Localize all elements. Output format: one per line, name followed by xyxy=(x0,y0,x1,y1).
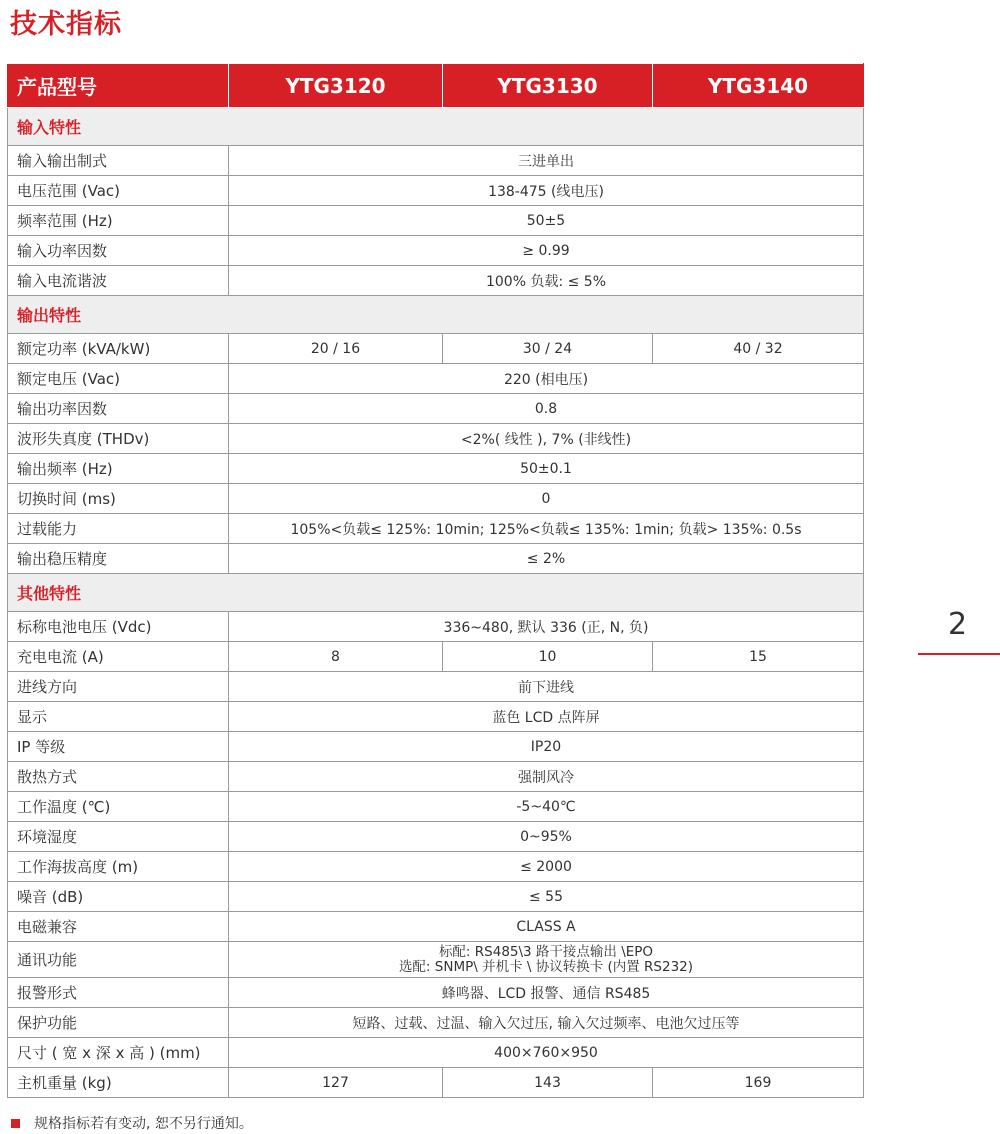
spec-row xyxy=(8,544,864,574)
spec-label: 工作温度 (℃) xyxy=(8,792,229,822)
spec-value: 400×760×950 xyxy=(229,1038,864,1068)
spec-label: 进线方向 xyxy=(8,672,229,702)
spec-row xyxy=(8,176,864,206)
header-label: 产品型号 xyxy=(8,64,229,108)
spec-value: 三进单出 xyxy=(229,146,864,176)
spec-row xyxy=(8,1068,864,1098)
square-bullet-icon xyxy=(11,1119,20,1128)
spec-value: 0.8 xyxy=(229,394,864,424)
spec-row xyxy=(8,484,864,514)
spec-value: 蜂鸣器、LCD 报警、通信 RS485 xyxy=(229,978,864,1008)
spec-label: 标称电池电压 (Vdc) xyxy=(8,612,229,642)
spec-label: 输入输出制式 xyxy=(8,146,229,176)
spec-value: 50±5 xyxy=(229,206,864,236)
spec-label: 电磁兼容 xyxy=(8,912,229,942)
page-title: 技术指标 xyxy=(10,9,122,40)
spec-row xyxy=(8,424,864,454)
spec-label: 电压范围 (Vac) xyxy=(8,176,229,206)
spec-value: ≤ 2000 xyxy=(229,852,864,882)
spec-row xyxy=(8,942,864,978)
spec-value: 138-475 (线电压) xyxy=(229,176,864,206)
footnote-text: 规格指标若有变动, 恕不另行通知。 xyxy=(34,1116,253,1132)
spec-value-ytg3140: 15 xyxy=(653,642,864,672)
header-row xyxy=(8,64,864,108)
spec-value-ytg3130: 10 xyxy=(443,642,653,672)
spec-label: 波形失真度 (THDv) xyxy=(8,424,229,454)
spec-label: 额定功率 (kVA/kW) xyxy=(8,334,229,364)
spec-value: 220 (相电压) xyxy=(229,364,864,394)
spec-row xyxy=(8,642,864,672)
model-ytg3130: YTG3130 xyxy=(443,64,653,108)
spec-label: 环境湿度 xyxy=(8,822,229,852)
spec-row xyxy=(8,732,864,762)
spec-value: ≥ 0.99 xyxy=(229,236,864,266)
spec-label: IP 等级 xyxy=(8,732,229,762)
spec-label: 输出稳压精度 xyxy=(8,544,229,574)
spec-value: 0 xyxy=(229,484,864,514)
spec-value: <2%( 线性 ), 7% (非线性) xyxy=(229,424,864,454)
section-title: 其他特性 xyxy=(8,574,864,612)
spec-row xyxy=(8,1008,864,1038)
spec-row xyxy=(8,912,864,942)
spec-value-ytg3120: 8 xyxy=(229,642,443,672)
spec-label: 频率范围 (Hz) xyxy=(8,206,229,236)
spec-value: 336~480, 默认 336 (正, N, 负) xyxy=(229,612,864,642)
spec-value: CLASS A xyxy=(229,912,864,942)
spec-row xyxy=(8,882,864,912)
model-ytg3140: YTG3140 xyxy=(653,64,864,108)
section-header xyxy=(8,296,864,334)
spec-value-line: 标配: RS485\3 路干接点输出 \EPO xyxy=(438,943,654,960)
model-ytg3120: YTG3120 xyxy=(229,64,443,108)
spec-value: IP20 xyxy=(229,732,864,762)
spec-row xyxy=(8,978,864,1008)
spec-label: 通讯功能 xyxy=(8,942,229,978)
spec-value: 强制风冷 xyxy=(229,762,864,792)
spec-table xyxy=(7,63,864,1098)
spec-label: 输出频率 (Hz) xyxy=(8,454,229,484)
spec-row xyxy=(8,672,864,702)
spec-label: 输入电流谐波 xyxy=(8,266,229,296)
spec-value-ytg3120: 20 / 16 xyxy=(229,334,443,364)
spec-label: 保护功能 xyxy=(8,1008,229,1038)
spec-row xyxy=(8,612,864,642)
spec-row xyxy=(8,206,864,236)
spec-value: 短路、过载、过温、输入欠过压, 输入欠过频率、电池欠过压等 xyxy=(229,1008,864,1038)
section-title: 输入特性 xyxy=(8,108,864,146)
spec-label: 输出功率因数 xyxy=(8,394,229,424)
spec-row xyxy=(8,822,864,852)
spec-row xyxy=(8,266,864,296)
spec-row xyxy=(8,334,864,364)
spec-label: 切换时间 (ms) xyxy=(8,484,229,514)
spec-row xyxy=(8,792,864,822)
spec-value-ytg3140: 169 xyxy=(653,1068,864,1098)
spec-row xyxy=(8,702,864,732)
spec-label: 额定电压 (Vac) xyxy=(8,364,229,394)
spec-label: 过载能力 xyxy=(8,514,229,544)
spec-label: 充电电流 (A) xyxy=(8,642,229,672)
page-number: 2 xyxy=(948,607,968,642)
spec-value: ≤ 2% xyxy=(229,544,864,574)
spec-row xyxy=(8,852,864,882)
spec-row xyxy=(8,364,864,394)
section-header xyxy=(8,574,864,612)
spec-label: 输入功率因数 xyxy=(8,236,229,266)
spec-label: 显示 xyxy=(8,702,229,732)
spec-row xyxy=(8,146,864,176)
spec-value: 蓝色 LCD 点阵屏 xyxy=(229,702,864,732)
section-header xyxy=(8,108,864,146)
spec-value-ytg3140: 40 / 32 xyxy=(653,334,864,364)
spec-label: 工作海拔高度 (m) xyxy=(8,852,229,882)
spec-row xyxy=(8,394,864,424)
spec-value-ytg3130: 143 xyxy=(443,1068,653,1098)
spec-label: 散热方式 xyxy=(8,762,229,792)
spec-value: -5~40℃ xyxy=(229,792,864,822)
footnote xyxy=(11,1113,253,1133)
spec-value: 前下进线 xyxy=(229,672,864,702)
spec-label: 报警形式 xyxy=(8,978,229,1008)
spec-label: 主机重量 (kg) xyxy=(8,1068,229,1098)
spec-value: 105%<负载≤ 125%: 10min; 125%<负载≤ 135%: 1min; 负载> 135%: 0.5s xyxy=(229,514,864,544)
spec-row xyxy=(8,514,864,544)
spec-row xyxy=(8,762,864,792)
spec-row xyxy=(8,454,864,484)
spec-value: 50±0.1 xyxy=(229,454,864,484)
spec-value-line: 选配: SNMP\ 并机卡 \ 协议转换卡 (内置 RS232) xyxy=(398,958,694,975)
page-number-rule xyxy=(918,653,1000,655)
spec-value-ytg3130: 30 / 24 xyxy=(443,334,653,364)
spec-row xyxy=(8,1038,864,1068)
spec-value: ≤ 55 xyxy=(229,882,864,912)
spec-value-ytg3120: 127 xyxy=(229,1068,443,1098)
spec-label: 尺寸 ( 宽 x 深 x 高 ) (mm) xyxy=(8,1038,229,1068)
spec-value: 0~95% xyxy=(229,822,864,852)
section-title: 输出特性 xyxy=(8,296,864,334)
spec-row xyxy=(8,236,864,266)
spec-label: 噪音 (dB) xyxy=(8,882,229,912)
spec-value: 100% 负载: ≤ 5% xyxy=(229,266,864,296)
spec-value xyxy=(229,942,864,978)
